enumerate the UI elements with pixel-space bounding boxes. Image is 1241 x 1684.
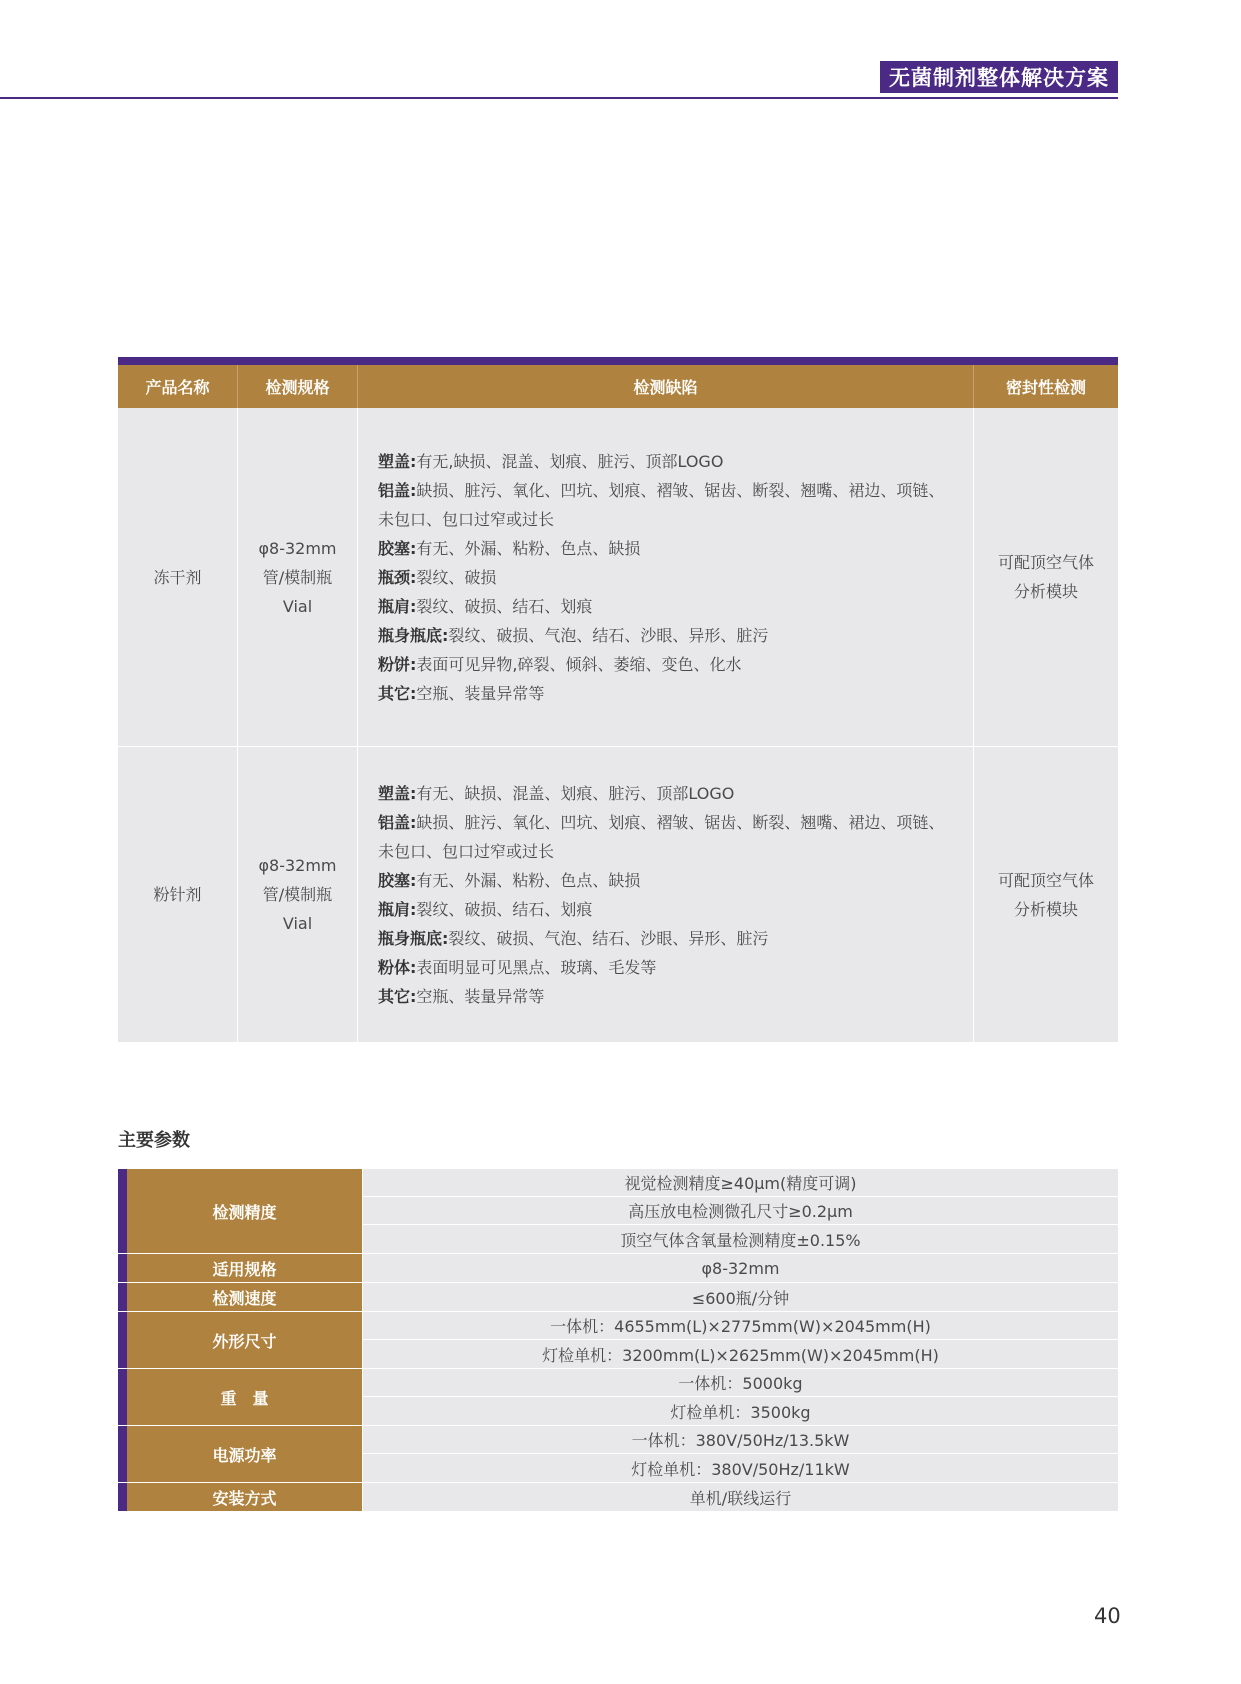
defect-label: 塑盖: — [378, 451, 417, 471]
defect-label: 瓶颈: — [378, 567, 417, 587]
page-number: 40 — [1094, 1604, 1121, 1628]
defect-text: 裂纹、破损、结石、划痕 — [416, 899, 593, 919]
defect-text: 缺损、脏污、氧化、凹坑、划痕、褶皱、锯齿、断裂、翘嘴、裙边、项链、 — [416, 812, 945, 832]
product-spec — [238, 408, 358, 746]
defect-label: 塑盖: — [378, 783, 417, 803]
defect-text: 未包口、包口过窄或过长 — [378, 841, 555, 861]
spec-line: Vial — [282, 914, 313, 933]
defect-label: 瓶肩: — [378, 596, 417, 616]
table-header-row — [118, 365, 1118, 408]
header-product: 产品名称 — [118, 365, 238, 408]
defect-item — [378, 837, 944, 866]
param-label: 安装方式 — [118, 1483, 363, 1511]
defect-label: 其它: — [378, 683, 417, 703]
defect-text: 未包口、包口过窄或过长 — [378, 509, 555, 529]
defect-item — [378, 563, 944, 592]
param-value: 灯检单机：3200mm(L)×2625mm(W)×2045mm(H) — [363, 1340, 1118, 1368]
defect-label: 铝盖: — [378, 812, 417, 832]
defect-text: 裂纹、破损、结石、划痕 — [416, 596, 593, 616]
param-row — [118, 1483, 1118, 1511]
seal-line: 分析模块 — [1013, 899, 1078, 919]
defect-list — [378, 779, 944, 1011]
param-row — [118, 1312, 1118, 1369]
defect-text: 空瓶、装量异常等 — [416, 986, 545, 1006]
param-value: ≤600瓶/分钟 — [363, 1283, 1118, 1311]
defect-label: 瓶身瓶底: — [378, 928, 449, 948]
defect-text: 裂纹、破损 — [416, 567, 497, 587]
page-header — [0, 0, 1241, 100]
param-row — [118, 1254, 1118, 1283]
defect-cell — [358, 747, 974, 1042]
seal-line: 分析模块 — [1013, 582, 1078, 601]
param-row — [118, 1283, 1118, 1312]
defect-text: 表面明显可见黑点、玻璃、毛发等 — [416, 957, 657, 977]
header-spec: 检测规格 — [238, 365, 358, 408]
spec-line: 管/模制瓶 — [262, 885, 333, 904]
product-name: 粉针剂 — [118, 747, 238, 1042]
seal-test — [974, 747, 1118, 1042]
defect-item — [378, 621, 944, 650]
seal-line: 可配顶空气体 — [997, 553, 1094, 572]
header-rule — [0, 97, 1118, 99]
defect-label: 粉体: — [378, 957, 417, 977]
product-spec — [238, 747, 358, 1042]
defect-cell — [358, 408, 974, 746]
defect-item — [378, 779, 944, 808]
header-tag: 无菌制剂整体解决方案 — [880, 61, 1118, 93]
defect-label: 胶塞: — [378, 870, 417, 890]
defect-text: 有无、外漏、粘粉、色点、缺损 — [416, 870, 641, 890]
param-label: 检测速度 — [118, 1283, 363, 1311]
param-row — [118, 1426, 1118, 1483]
product-name: 冻干剂 — [118, 408, 238, 746]
defect-text: 有无,缺损、混盖、划痕、脏污、顶部LOGO — [416, 451, 724, 471]
defect-text: 裂纹、破损、气泡、结石、沙眼、异形、脏污 — [448, 928, 769, 948]
table-row — [118, 746, 1118, 1042]
defect-item — [378, 534, 944, 563]
header-seal: 密封性检测 — [1005, 378, 1086, 397]
defect-item — [378, 679, 944, 708]
param-value: 高压放电检测微孔尺寸≥0.2μm — [363, 1197, 1118, 1225]
defect-label: 瓶肩: — [378, 899, 417, 919]
defect-item — [378, 953, 944, 982]
param-value: 顶空气体含氧量检测精度±0.15% — [363, 1225, 1118, 1253]
defect-table — [118, 357, 1118, 1042]
param-value: φ8-32mm — [363, 1254, 1118, 1282]
defect-item — [378, 592, 944, 621]
defect-item — [378, 808, 944, 837]
defect-text: 有无、外漏、粘粉、色点、缺损 — [416, 538, 641, 558]
defect-item — [378, 982, 944, 1011]
param-row — [118, 1369, 1118, 1426]
defect-item — [378, 505, 944, 534]
param-row — [118, 1169, 1118, 1254]
spec-line: 管/模制瓶 — [262, 567, 333, 587]
defect-item — [378, 866, 944, 895]
param-value: 一体机：380V/50Hz/13.5kW — [363, 1426, 1118, 1454]
defect-label: 胶塞: — [378, 538, 417, 558]
defect-list — [378, 447, 944, 708]
param-label: 检测精度 — [118, 1169, 363, 1253]
spec-line: Vial — [282, 596, 313, 616]
param-label: 重 量 — [118, 1369, 363, 1425]
spec-line: φ8-32mm — [258, 538, 337, 558]
spec-line: φ8-32mm — [258, 856, 337, 875]
table-row — [118, 408, 1118, 746]
param-label: 适用规格 — [118, 1254, 363, 1282]
defect-item — [378, 476, 944, 505]
defect-text: 空瓶、装量异常等 — [416, 683, 545, 703]
defect-item — [378, 895, 944, 924]
defect-label: 其它: — [378, 986, 417, 1006]
defect-text: 表面可见异物,碎裂、倾斜、萎缩、变色、化水 — [416, 654, 742, 674]
params-title: 主要参数 — [118, 1130, 190, 1151]
param-value: 灯检单机：3500kg — [363, 1397, 1118, 1425]
defect-item — [378, 447, 944, 476]
defect-text: 缺损、脏污、氧化、凹坑、划痕、褶皱、锯齿、断裂、翘嘴、裙边、项链、 — [416, 480, 945, 500]
param-value: 灯检单机：380V/50Hz/11kW — [363, 1454, 1118, 1482]
seal-test — [974, 408, 1118, 746]
defect-text: 有无、缺损、混盖、划痕、脏污、顶部LOGO — [416, 783, 735, 803]
defect-label: 瓶身瓶底: — [378, 625, 449, 645]
param-value: 一体机：5000kg — [363, 1369, 1118, 1397]
param-label: 外形尺寸 — [118, 1312, 363, 1368]
param-value: 单机/联线运行 — [363, 1483, 1118, 1511]
header-defects: 检测缺陷 — [358, 365, 974, 408]
defect-label: 铝盖: — [378, 480, 417, 500]
defect-label: 粉饼: — [378, 654, 417, 674]
param-value: 一体机：4655mm(L)×2775mm(W)×2045mm(H) — [363, 1312, 1118, 1340]
defect-item — [378, 650, 944, 679]
table-top-bar — [118, 357, 1118, 365]
seal-line: 可配顶空气体 — [997, 870, 1094, 890]
params-table — [118, 1169, 1118, 1511]
defect-text: 裂纹、破损、气泡、结石、沙眼、异形、脏污 — [448, 625, 769, 645]
param-value: 视觉检测精度≥40μm(精度可调) — [363, 1169, 1118, 1197]
param-label: 电源功率 — [118, 1426, 363, 1482]
defect-item — [378, 924, 944, 953]
